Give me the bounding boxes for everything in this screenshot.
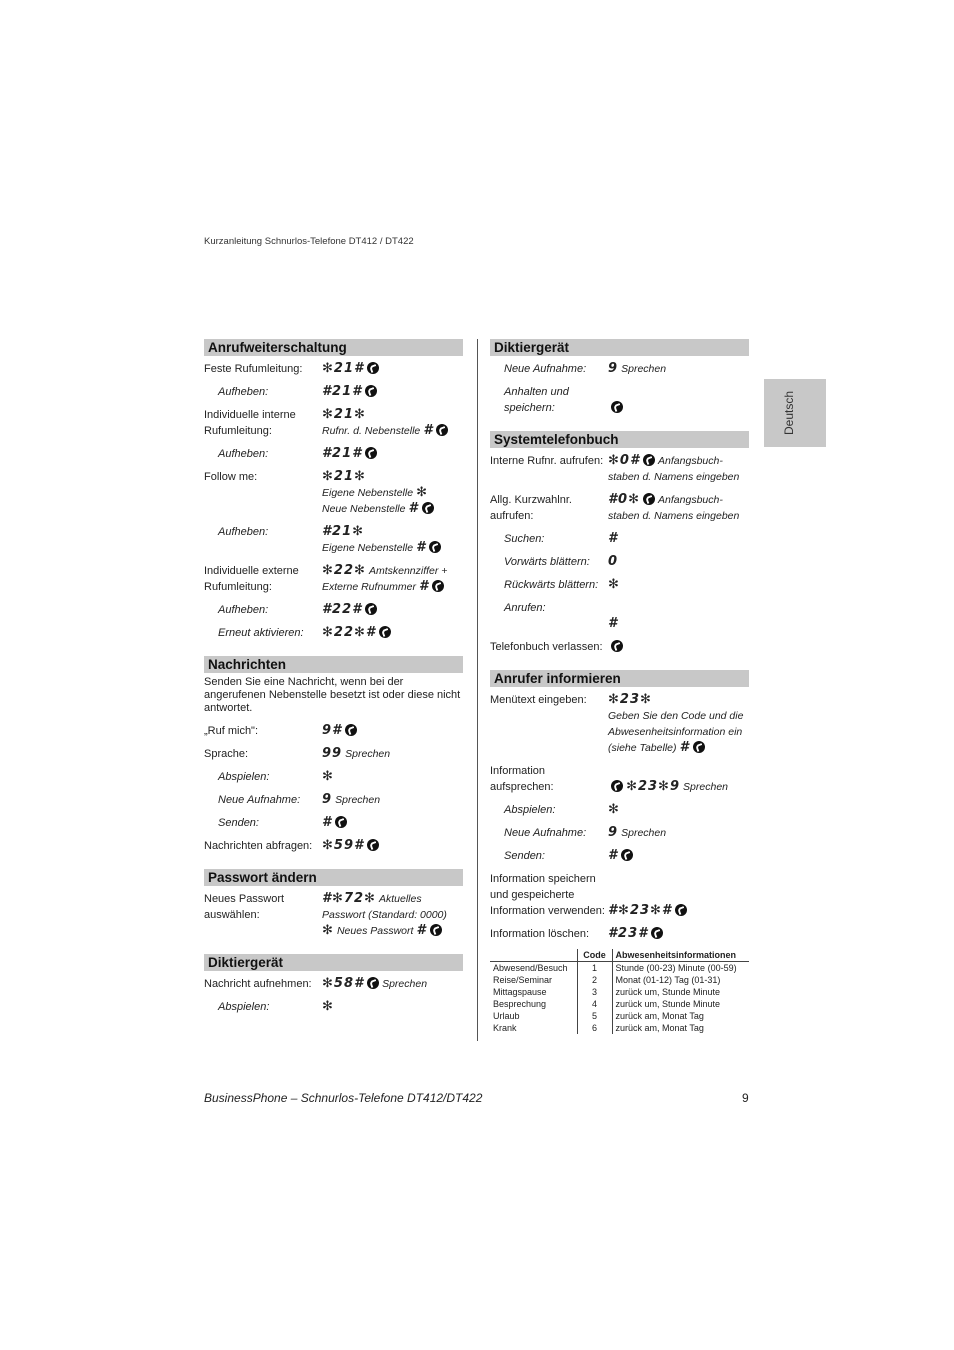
instruction-row xyxy=(204,999,463,1015)
instruction-line xyxy=(322,815,463,831)
instruction-line xyxy=(322,407,463,423)
key-code: ✻ xyxy=(322,923,334,938)
section-title: Anrufer informieren xyxy=(490,670,749,687)
instruction-value xyxy=(608,802,749,818)
instruction-note: Neues Passwort xyxy=(336,925,414,937)
instruction-label: Menütext eingeben: xyxy=(490,694,587,706)
instruction-note: Rufnr. d. Nebenstelle xyxy=(322,425,421,437)
instruction-line xyxy=(322,792,463,808)
instruction-line xyxy=(322,485,463,501)
table-header xyxy=(490,949,577,962)
instruction-line xyxy=(608,453,749,469)
instruction-row xyxy=(490,926,749,942)
instruction-value xyxy=(322,469,463,517)
instruction-line xyxy=(608,903,749,919)
instruction-row xyxy=(204,625,463,641)
instruction-label: Senden: xyxy=(218,817,259,829)
table-cell: Stunde (00-23) Minute (00-59) xyxy=(615,963,737,973)
instruction-note: Eigene Nebenstelle xyxy=(322,487,414,499)
key-code: # xyxy=(322,815,333,830)
instruction-value xyxy=(322,792,463,808)
key-code: ✻21✻ xyxy=(322,469,366,484)
key-code: ✻21# xyxy=(322,361,365,376)
key-code: ✻23✻9 xyxy=(626,779,680,794)
instruction-label: Abspielen: xyxy=(218,771,270,783)
section-title: Passwort ändern xyxy=(204,869,463,886)
instruction-line xyxy=(608,887,749,903)
key-code: #21# xyxy=(322,384,363,399)
instruction-note: (siehe Tabelle) xyxy=(608,742,677,754)
instruction-label: Suchen: xyxy=(504,533,545,545)
table-cell: Krank xyxy=(493,1023,517,1033)
key-code: #21✻ xyxy=(322,524,365,539)
key-code: ✻ xyxy=(608,802,620,817)
instruction-row xyxy=(204,891,463,939)
key-code: ✻22✻# xyxy=(322,625,376,640)
instruction-note: Anfangsbuch- xyxy=(658,494,723,506)
instruction-line xyxy=(608,531,749,547)
table-cell: Besprechung xyxy=(493,999,547,1009)
instruction-value xyxy=(322,999,463,1015)
key-code: ✻ xyxy=(322,769,334,784)
instruction-note: Amtskennziffer + xyxy=(368,565,448,577)
instruction-line xyxy=(322,769,463,785)
instruction-line xyxy=(322,469,463,485)
key-code: # xyxy=(608,616,619,631)
instruction-note: Anfangsbuch- xyxy=(658,455,723,467)
instruction-label: Senden: xyxy=(504,850,545,862)
phone-key-icon xyxy=(367,839,379,851)
phone-key-icon xyxy=(430,924,442,936)
instruction-label: Information aufsprechen: xyxy=(490,765,554,793)
instruction-value xyxy=(608,825,749,841)
instruction-row xyxy=(490,692,749,756)
key-code: 0 xyxy=(608,554,619,569)
key-code: ✻58# xyxy=(322,976,365,991)
instruction-value xyxy=(608,600,749,632)
table-cell: zurück um, Stunde Minute xyxy=(615,987,721,997)
instruction-value xyxy=(322,891,463,939)
instruction-value xyxy=(322,602,463,618)
key-code: # xyxy=(608,848,619,863)
instruction-label: Allg. Kurzwahlnr. aufrufen: xyxy=(490,494,572,522)
instruction-value xyxy=(608,384,749,416)
instruction-value xyxy=(322,446,463,462)
phone-key-icon xyxy=(365,385,377,397)
instruction-value xyxy=(322,524,463,556)
instruction-line xyxy=(608,639,749,655)
section-gap xyxy=(490,423,749,431)
instruction-row xyxy=(204,563,463,595)
absence-code-table xyxy=(490,949,749,1034)
phone-key-icon xyxy=(651,927,663,939)
instruction-row xyxy=(490,384,749,416)
table-header-row xyxy=(490,949,749,962)
instruction-value xyxy=(608,492,749,524)
instruction-value xyxy=(608,577,749,593)
instruction-line xyxy=(608,708,749,724)
table-cell: 2 xyxy=(577,974,612,986)
phone-key-icon xyxy=(643,493,655,505)
instruction-row xyxy=(204,602,463,618)
key-code: # xyxy=(408,501,419,516)
language-tab xyxy=(764,379,826,447)
instruction-row xyxy=(490,453,749,485)
instruction-value xyxy=(322,563,463,595)
instruction-line xyxy=(608,361,749,377)
phone-key-icon xyxy=(621,849,633,861)
instruction-label: Interne Rufnr. aufrufen: xyxy=(490,455,604,467)
instruction-value xyxy=(322,838,463,854)
table-row xyxy=(490,1022,749,1034)
key-code: #0✻ xyxy=(608,492,640,507)
instruction-line xyxy=(322,746,463,762)
instruction-line xyxy=(322,501,463,517)
instruction-row xyxy=(204,361,463,377)
right-column xyxy=(490,339,749,1034)
instruction-row xyxy=(204,723,463,739)
table-row xyxy=(490,986,749,998)
table-cell: zurück um, Stunde Minute xyxy=(615,999,721,1009)
key-code: ✻ xyxy=(322,999,334,1014)
instruction-value xyxy=(608,926,749,942)
instruction-value xyxy=(608,361,749,377)
instruction-line xyxy=(608,384,749,400)
phone-key-icon xyxy=(611,640,623,652)
instruction-line xyxy=(322,923,463,939)
instruction-row xyxy=(204,792,463,808)
phone-key-icon xyxy=(367,977,379,989)
instruction-line xyxy=(608,724,749,740)
phone-key-icon xyxy=(367,362,379,374)
instruction-label: „Ruf mich": xyxy=(204,725,259,737)
column-divider xyxy=(477,339,478,1041)
instruction-value xyxy=(322,625,463,641)
section-title: Diktiergerät xyxy=(204,954,463,971)
instruction-row xyxy=(490,848,749,864)
instruction-row xyxy=(204,384,463,400)
instruction-line xyxy=(322,602,463,618)
instruction-value xyxy=(322,384,463,400)
section-title: Diktiergerät xyxy=(490,339,749,356)
instruction-value xyxy=(608,531,749,547)
phone-key-icon xyxy=(611,401,623,413)
instruction-line xyxy=(322,423,463,439)
instruction-value xyxy=(322,976,463,992)
key-code: 99 xyxy=(322,746,343,761)
instruction-value xyxy=(608,692,749,756)
instruction-label: Erneut aktivieren: xyxy=(218,627,304,639)
instruction-row xyxy=(490,763,749,795)
table-cell: Reise/Seminar xyxy=(493,975,553,985)
phone-key-icon xyxy=(365,603,377,615)
instruction-note: Geben Sie den Code und die xyxy=(608,710,744,722)
instruction-line xyxy=(608,577,749,593)
key-code: # xyxy=(419,579,430,594)
instruction-label: Aufheben: xyxy=(218,386,269,398)
key-code: # xyxy=(423,423,434,438)
phone-key-icon xyxy=(643,454,655,466)
phone-key-icon xyxy=(611,780,623,792)
instruction-note: Sprechen xyxy=(382,978,428,990)
key-code: ✻21✻ xyxy=(322,407,366,422)
instruction-label: Aufheben: xyxy=(218,448,269,460)
table-cell: 4 xyxy=(577,998,612,1010)
instruction-row xyxy=(204,469,463,517)
table-row xyxy=(490,998,749,1010)
instruction-value xyxy=(608,871,749,919)
instruction-label: Information speichern und gespeicherte Information verwenden: xyxy=(490,873,605,917)
instruction-note: Abwesenheitsinformation ein xyxy=(608,726,743,738)
instruction-row xyxy=(490,871,749,919)
instruction-label: Neue Aufnahme: xyxy=(504,363,587,375)
phone-key-icon xyxy=(422,502,434,514)
instruction-label: Vorwärts blättern: xyxy=(504,556,590,568)
instruction-line xyxy=(322,999,463,1015)
instruction-line xyxy=(608,779,749,795)
instruction-row xyxy=(490,600,749,632)
instruction-row xyxy=(204,746,463,762)
table-row xyxy=(490,974,749,986)
instruction-line xyxy=(608,763,749,779)
instruction-note: Sprechen xyxy=(683,781,728,793)
table-cell: Abwesend/Besuch xyxy=(493,963,568,973)
instruction-line xyxy=(608,740,749,756)
instruction-line xyxy=(608,616,749,632)
section-title: Nachrichten xyxy=(204,656,463,673)
instruction-value xyxy=(322,407,463,439)
footer-title: BusinessPhone – Schnurlos-Telefone DT412/DT422 xyxy=(204,1091,483,1105)
instruction-value xyxy=(608,763,749,795)
instruction-note: Externe Rufnummer xyxy=(322,581,416,593)
instruction-note: Sprechen xyxy=(335,794,381,806)
key-code: #21# xyxy=(322,446,363,461)
instruction-row xyxy=(204,407,463,439)
table-row xyxy=(490,1010,749,1022)
instruction-label: Follow me: xyxy=(204,471,258,483)
phone-key-icon xyxy=(379,626,391,638)
instruction-value xyxy=(608,639,749,655)
page-number: 9 xyxy=(742,1091,749,1105)
phone-key-icon xyxy=(365,447,377,459)
instruction-line xyxy=(322,723,463,739)
instruction-label: Sprache: xyxy=(204,748,249,760)
key-code: ✻ xyxy=(416,485,429,500)
instruction-note: Sprechen xyxy=(621,363,667,375)
key-code: 9 xyxy=(608,361,619,376)
instruction-note: Eigene Nebenstelle xyxy=(322,542,414,554)
phone-key-icon xyxy=(432,580,444,592)
phone-key-icon xyxy=(693,741,705,753)
section-gap xyxy=(490,662,749,670)
instruction-value xyxy=(608,554,749,570)
table-cell: Monat (01-12) Tag (01-31) xyxy=(615,975,721,985)
instruction-row xyxy=(204,524,463,556)
key-code: #22# xyxy=(322,602,363,617)
table-cell: 5 xyxy=(577,1010,612,1022)
instruction-line xyxy=(608,469,749,485)
key-code: 9# xyxy=(322,723,343,738)
key-code: 9 xyxy=(322,792,333,807)
instruction-row xyxy=(204,838,463,854)
instruction-value xyxy=(322,769,463,785)
table-header: Code xyxy=(577,949,612,962)
instruction-note: Passwort (Standard: 0000) xyxy=(322,909,447,921)
language-tab-label: Deutsch xyxy=(782,390,796,435)
instruction-label: Individuelle interne Rufumleitung: xyxy=(204,409,296,437)
instruction-label: Nachricht aufnehmen: xyxy=(204,978,312,990)
phone-key-icon xyxy=(429,541,441,553)
section-gap xyxy=(204,648,463,656)
instruction-line xyxy=(608,492,749,508)
section-title: Anrufweiterschaltung xyxy=(204,339,463,356)
instruction-line xyxy=(322,891,463,907)
instruction-label: Telefonbuch verlassen: xyxy=(490,641,603,653)
phone-key-icon xyxy=(675,904,687,916)
instruction-row xyxy=(490,825,749,841)
key-code: #✻72✻ xyxy=(322,891,376,906)
table-cell: 6 xyxy=(577,1022,612,1034)
key-code: ✻23✻ xyxy=(608,692,652,707)
instruction-line xyxy=(608,825,749,841)
instruction-line xyxy=(322,361,463,377)
instruction-row xyxy=(204,446,463,462)
table-header: Abwesenheitsinformationen xyxy=(612,949,749,962)
instruction-note: staben d. Namens eingeben xyxy=(608,510,740,522)
phone-key-icon xyxy=(436,424,448,436)
key-code: # xyxy=(608,531,619,546)
instruction-row xyxy=(490,802,749,818)
section-gap xyxy=(204,861,463,869)
instruction-row xyxy=(490,361,749,377)
instruction-line xyxy=(608,848,749,864)
instruction-label: Individuelle externe Rufumleitung: xyxy=(204,565,299,593)
instruction-row xyxy=(204,769,463,785)
phone-key-icon xyxy=(345,724,357,736)
key-code: ✻22✻ xyxy=(322,563,366,578)
instruction-label: Nachrichten abfragen: xyxy=(204,840,313,852)
instruction-line xyxy=(322,384,463,400)
instruction-label: Rückwärts blättern: xyxy=(504,579,599,591)
instruction-line xyxy=(322,540,463,556)
key-code: #23# xyxy=(608,926,649,941)
instruction-line xyxy=(608,508,749,524)
phone-key-icon xyxy=(335,816,347,828)
instruction-value xyxy=(322,815,463,831)
instruction-value xyxy=(322,723,463,739)
left-column xyxy=(204,339,463,1022)
instruction-label: Feste Rufumleitung: xyxy=(204,363,303,375)
table-cell: Mittagspause xyxy=(493,987,547,997)
table-cell: 3 xyxy=(577,986,612,998)
instruction-row xyxy=(204,815,463,831)
instruction-line xyxy=(608,692,749,708)
instruction-row xyxy=(490,554,749,570)
instruction-line xyxy=(608,600,749,616)
key-code: ✻ xyxy=(608,577,620,592)
instruction-row xyxy=(490,639,749,655)
instruction-line xyxy=(322,625,463,641)
instruction-line xyxy=(322,579,463,595)
instruction-note: Sprechen xyxy=(345,748,391,760)
instruction-row xyxy=(490,577,749,593)
instruction-note: Sprechen xyxy=(621,827,667,839)
instruction-line xyxy=(322,446,463,462)
instruction-line xyxy=(322,838,463,854)
instruction-line xyxy=(322,976,463,992)
key-code: ✻0# xyxy=(608,453,640,468)
table-cell: 1 xyxy=(577,962,612,975)
instruction-value xyxy=(322,361,463,377)
key-code: # xyxy=(416,923,427,938)
table-row xyxy=(490,962,749,975)
instruction-row xyxy=(204,976,463,992)
instruction-note: Aktuelles xyxy=(378,893,422,905)
key-code: ✻59# xyxy=(322,838,365,853)
instruction-label: Neue Aufnahme: xyxy=(218,794,301,806)
instruction-label: Aufheben: xyxy=(218,526,269,538)
instruction-note: staben d. Namens eingeben xyxy=(608,471,740,483)
instruction-line xyxy=(322,524,463,540)
section-title: Systemtelefonbuch xyxy=(490,431,749,448)
instruction-label: Abspielen: xyxy=(504,804,556,816)
running-header: Kurzanleitung Schnurlos-Telefone DT412 / DT422 xyxy=(204,236,414,247)
section-intro: Senden Sie eine Nachricht, wenn bei der angerufenen Nebenstelle besetzt ist oder diese nicht antwortet. xyxy=(204,676,461,714)
key-code: # xyxy=(416,540,427,555)
instruction-row xyxy=(490,531,749,547)
table-cell: Urlaub xyxy=(493,1011,520,1021)
instruction-value xyxy=(322,746,463,762)
instruction-line xyxy=(608,926,749,942)
instruction-line xyxy=(608,400,749,416)
instruction-line xyxy=(608,554,749,570)
key-code: 9 xyxy=(608,825,619,840)
table-cell: zurück am, Monat Tag xyxy=(615,1011,704,1021)
instruction-line xyxy=(322,907,463,923)
instruction-value xyxy=(608,453,749,485)
instruction-line xyxy=(322,563,463,579)
instruction-note: Neue Nebenstelle xyxy=(322,503,406,515)
instruction-line xyxy=(608,871,749,887)
instruction-line xyxy=(608,802,749,818)
instruction-value xyxy=(608,848,749,864)
instruction-label: Neue Aufnahme: xyxy=(504,827,587,839)
key-code: #✻23✻# xyxy=(608,903,672,918)
instruction-label: Neues Passwort auswählen: xyxy=(204,893,285,921)
section-gap xyxy=(204,946,463,954)
instruction-label: Information löschen: xyxy=(490,928,590,940)
table-cell: zurück am, Monat Tag xyxy=(615,1023,704,1033)
key-code: # xyxy=(679,740,690,755)
instruction-label: Anhalten und speichern: xyxy=(504,386,569,414)
instruction-label: Abspielen: xyxy=(218,1001,270,1013)
instruction-label: Aufheben: xyxy=(218,604,269,616)
instruction-row xyxy=(490,492,749,524)
instruction-label: Anrufen: xyxy=(504,602,546,614)
